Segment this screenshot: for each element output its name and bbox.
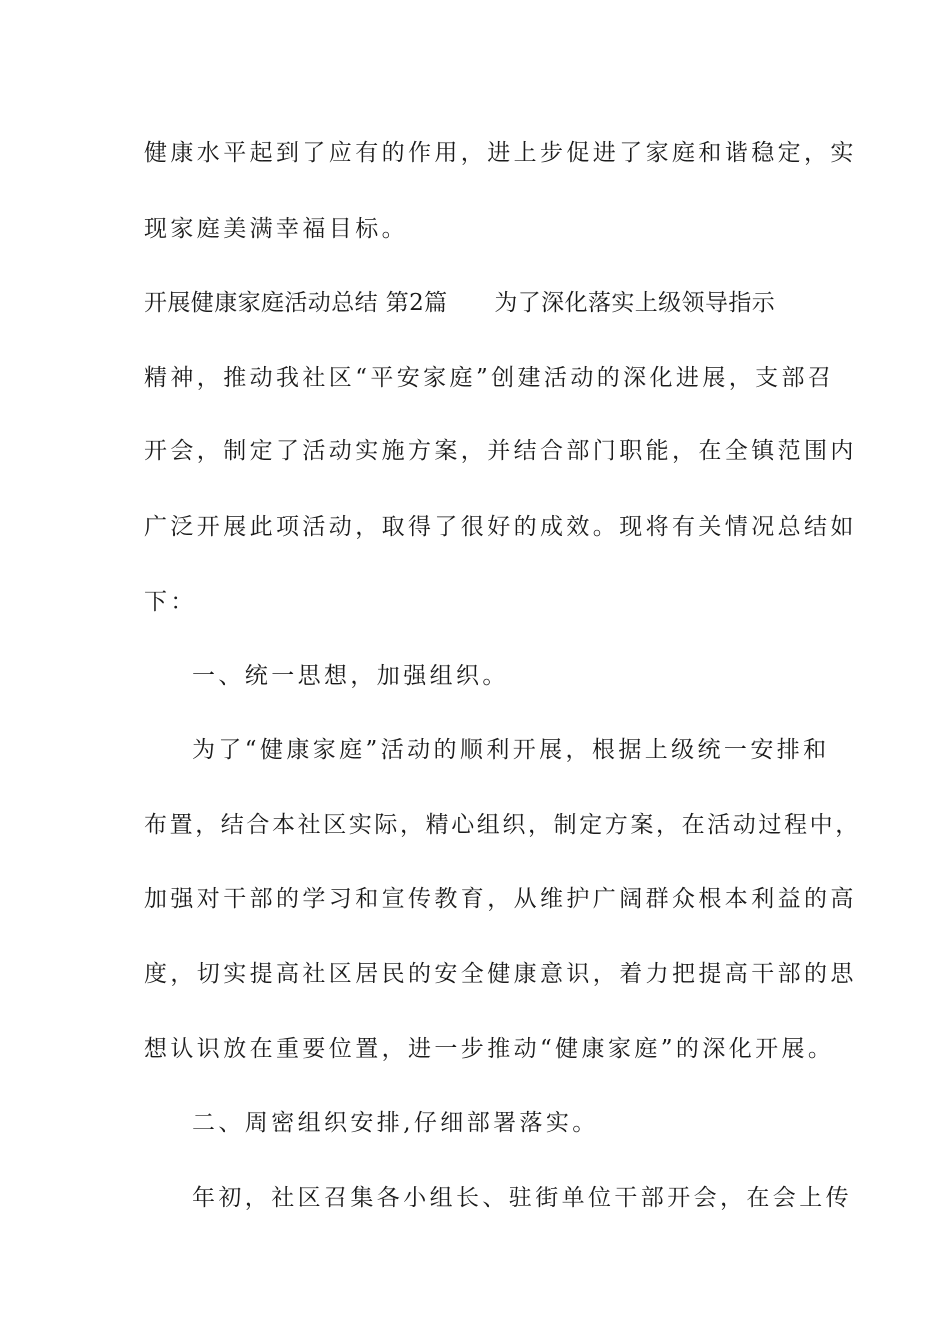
subheading-line: 二、周密组织安排,仔细部署落实。 (192, 1110, 599, 1136)
section-title-line: 开展健康家庭活动总结 第2篇 为了深化落实上级领导指示 (144, 290, 776, 316)
paragraph-line: 年初，社区召集各小组长、驻街单位干部开会，在会上传 (192, 1185, 852, 1211)
paragraph-line: 为了“健康家庭”活动的顺利开展，根据上级统一安排和 (192, 737, 830, 763)
paragraph-line: 现家庭美满幸福目标。 (144, 216, 408, 242)
paragraph-line: 布置，结合本社区实际，精心组织，制定方案，在活动过程中， (144, 812, 861, 838)
paragraph-line: 想认识放在重要位置，进一步推动“健康家庭”的深化开展。 (144, 1036, 835, 1062)
paragraph-line: 度，切实提高社区居民的安全健康意识，着力把提高干部的思 (144, 961, 857, 987)
paragraph-line: 加强对干部的学习和宣传教育，从维护广阔群众根本利益的高 (144, 886, 857, 912)
paragraph-line: 开会，制定了活动实施方案，并结合部门职能，在全镇范围内 (144, 438, 857, 464)
paragraph-line: 健康水平起到了应有的作用，进上步促进了家庭和谐稳定，实 (144, 140, 857, 166)
paragraph-line: 下： (144, 589, 197, 615)
paragraph-line: 广泛开展此项活动，取得了很好的成效。现将有关情况总结如 (144, 514, 857, 540)
subheading-line: 一、统一思想，加强组织。 (192, 663, 509, 689)
paragraph-line: 精神，推动我社区“平安家庭”创建活动的深化进展，支部召 (144, 365, 835, 391)
